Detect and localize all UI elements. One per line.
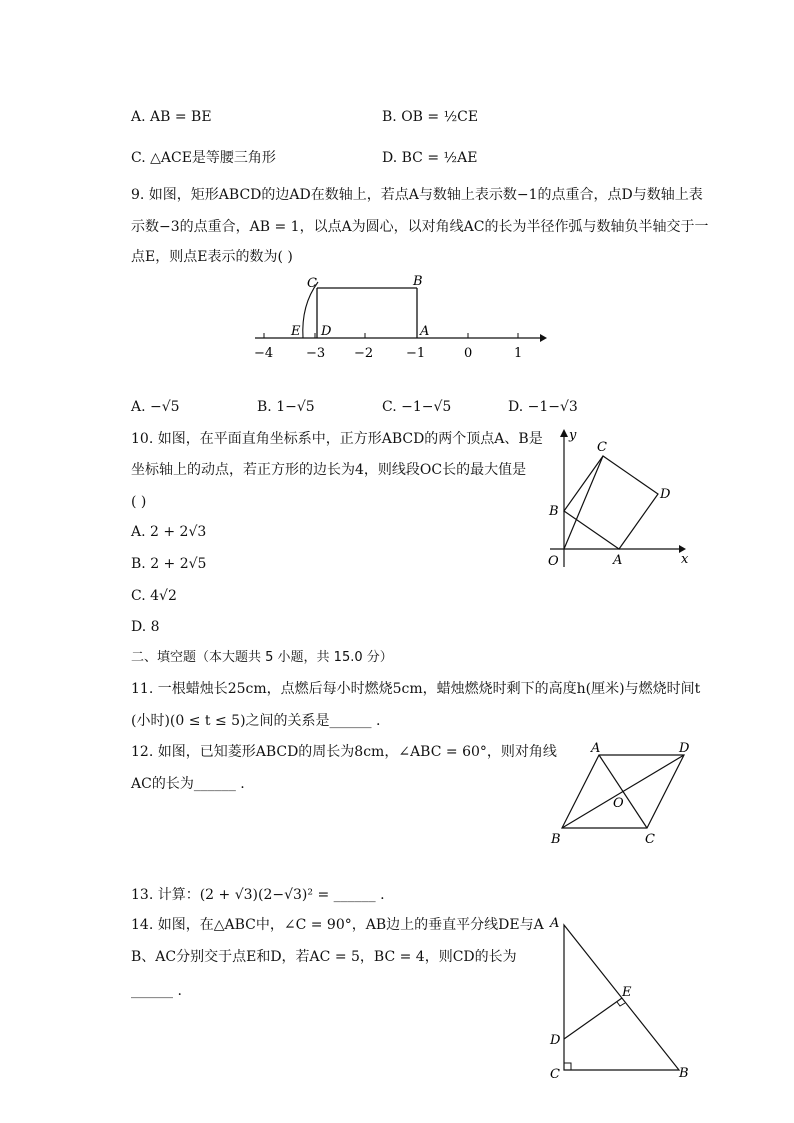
point-label-c: C [645,832,655,847]
axis-label-x: x [681,552,689,567]
q9-text-line3: 点E，则点E表示的数为( ) [131,249,293,265]
point-label-b: B [549,504,559,519]
q10-option-a: A. 2 + 2√3 [131,524,207,540]
q10-option-b: B. 2 + 2√5 [131,556,207,572]
axis-arrow-icon [540,334,547,342]
q10-square-coordinate-figure [540,425,700,575]
q12-text-line2: AC的长为______ . [131,776,245,792]
q10-option-c: C. 4√2 [131,588,177,604]
right-angle-mark-c [564,1063,571,1070]
point-label-b: B [551,832,561,847]
point-label-a: A [591,741,601,756]
section-2-heading: 二、填空题（本大题共 5 小题，共 15.0 分） [131,650,393,665]
q10-option-d: D. 8 [131,619,160,635]
point-label-e: E [622,985,632,1000]
q10-text-line1: 10. 如图，在平面直角坐标系中，正方形ABCD的两个顶点A、B是 [131,431,543,447]
point-label-c: C [550,1067,560,1082]
q14-text-line3: ______ . [131,983,182,999]
q11-text-line1: 11. 一根蜡烛长25cm，点燃后每小时燃烧5cm，蜡烛燃烧时剩下的高度h(厘米)与燃烧时间t [131,681,701,697]
point-label-d: D [679,741,690,756]
q9-option-b: B. 1−√5 [257,399,315,415]
q11-text-line2: (小时)(0 ≤ t ≤ 5)之间的关系是______ . [131,713,381,729]
point-label-e: E [291,324,301,339]
point-label-a: A [550,916,560,931]
q12-rhombus-figure [540,735,710,850]
right-angle-mark-e [617,1002,625,1006]
q8-option-c: C. △ACE是等腰三角形 [131,150,276,166]
tick-label: −3 [306,346,326,361]
q8-option-a: A. AB = BE [131,109,212,125]
tick-label: 0 [464,346,473,361]
tick-label: −4 [254,346,274,361]
point-label-o: O [613,796,624,811]
perpendicular-bisector-de [564,998,622,1039]
q9-text-line2: 示数−3的点重合，AB = 1，以点A为圆心，以对角线AC的长为半径作弧与数轴负半轴交于一 [131,219,709,235]
point-label-o: O [548,554,559,569]
point-label-d: D [321,324,332,339]
q10-text-line3: ( ) [131,494,147,510]
q9-option-d: D. −1−√3 [508,399,578,415]
point-label-a: A [420,324,430,339]
q8-option-b: B. OB = ½CE [382,109,479,125]
q13-text-line1: 13. 计算：(2 + √3)(2−√3)² = ______ . [131,887,385,903]
y-axis-arrow-icon [560,429,568,437]
q8-option-d: D. BC = ½AE [382,150,478,166]
point-label-d: D [660,487,671,502]
tick-label: −2 [354,346,374,361]
point-label-b: B [679,1066,689,1081]
tick-label: 1 [514,346,523,361]
q12-text-line1: 12. 如图，已知菱形ABCD的周长为8cm，∠ABC = 60°，则对角线 [131,744,557,760]
q10-text-line2: 坐标轴上的动点，若正方形的边长为4，则线段OC长的最大值是 [131,462,527,478]
q14-right-triangle-figure [540,905,700,1090]
q14-text-line1: 14. 如图，在△ABC中，∠C = 90°，AB边上的垂直平分线DE与A [131,917,544,933]
q9-text-line1: 9. 如图，矩形ABCD的边AD在数轴上，若点A与数轴上表示数−1的点重合，点D与数轴上表 [131,187,703,203]
q9-option-c: C. −1−√5 [382,399,452,415]
axis-label-y: y [569,428,577,443]
q9-number-line-figure [250,270,550,370]
point-label-d: D [550,1033,561,1048]
square-abcd [564,456,658,549]
q14-text-line2: B、AC分别交于点E和D，若AC = 5，BC = 4，则CD的长为 [131,949,517,965]
point-label-b: B [413,274,423,289]
point-label-c: C [597,440,607,455]
point-label-a: A [613,553,623,568]
q9-option-a: A. −√5 [131,399,180,415]
point-label-c: C [307,276,317,291]
tick-label: −1 [406,346,426,361]
